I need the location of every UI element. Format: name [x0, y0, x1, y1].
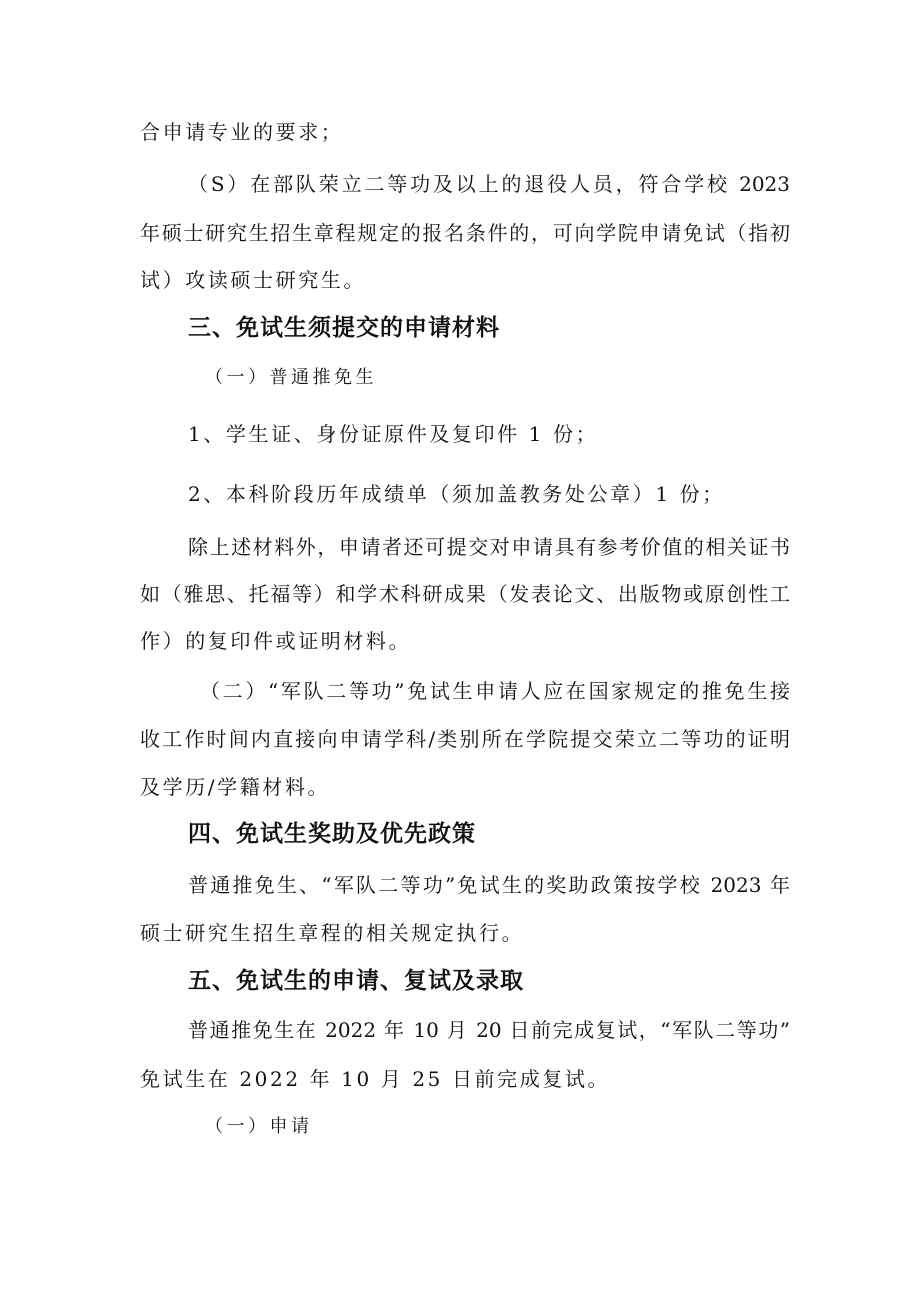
paragraph-line: 除上述材料外，申请者还可提交对申请具有参考价值的相关证书: [188, 535, 790, 559]
paragraph-line: 普通推免生、“军队二等功”免试生的奖助政策按学校 2023 年: [188, 873, 790, 897]
section-heading: 四、免试生奖助及优先政策: [188, 821, 476, 847]
list-item: 2、本科阶段历年成绩单（须加盖教务处公章）1 份；: [188, 482, 725, 506]
paragraph-line: 合申请专业的要求；: [140, 120, 344, 144]
list-item: 1、学生证、身份证原件及复印件 1 份；: [188, 422, 599, 446]
paragraph-line: 收工作时间内直接向申请学科/类别所在学院提交荣立二等功的证明: [140, 727, 790, 751]
subsection-label: （一）申请: [205, 1116, 313, 1137]
paragraph-line: 如（雅思、托福等）和学术科研成果（发表论文、出版物或原创性工: [140, 582, 790, 606]
paragraph-line: （二）“军队二等功”免试生申请人应在国家规定的推免生接: [200, 679, 790, 703]
subsection-label: （一）普通推免生: [205, 367, 377, 388]
paragraph-line: 作）的复印件或证明材料。: [140, 629, 412, 653]
paragraph-line: 试）攻读硕士研究生。: [140, 268, 366, 292]
section-heading: 五、免试生的申请、复试及录取: [188, 968, 524, 994]
paragraph-line: （S）在部队荣立二等功及以上的退役人员，符合学校 2023: [188, 172, 790, 196]
paragraph-line: 普通推免生在 2022 年 10 月 20 日前完成复试，“军队二等功”: [188, 1018, 790, 1042]
paragraph-line: 年硕士研究生招生章程规定的报名条件的，可向学院申请免试（指初: [140, 221, 790, 245]
paragraph-line: 免试生在 2022 年 10 月 25 日前完成复试。: [140, 1067, 611, 1091]
section-heading: 三、免试生须提交的申请材料: [188, 315, 500, 341]
paragraph-line: 及学历/学籍材料。: [140, 775, 331, 799]
paragraph-line: 硕士研究生招生章程的相关规定执行。: [140, 921, 525, 945]
